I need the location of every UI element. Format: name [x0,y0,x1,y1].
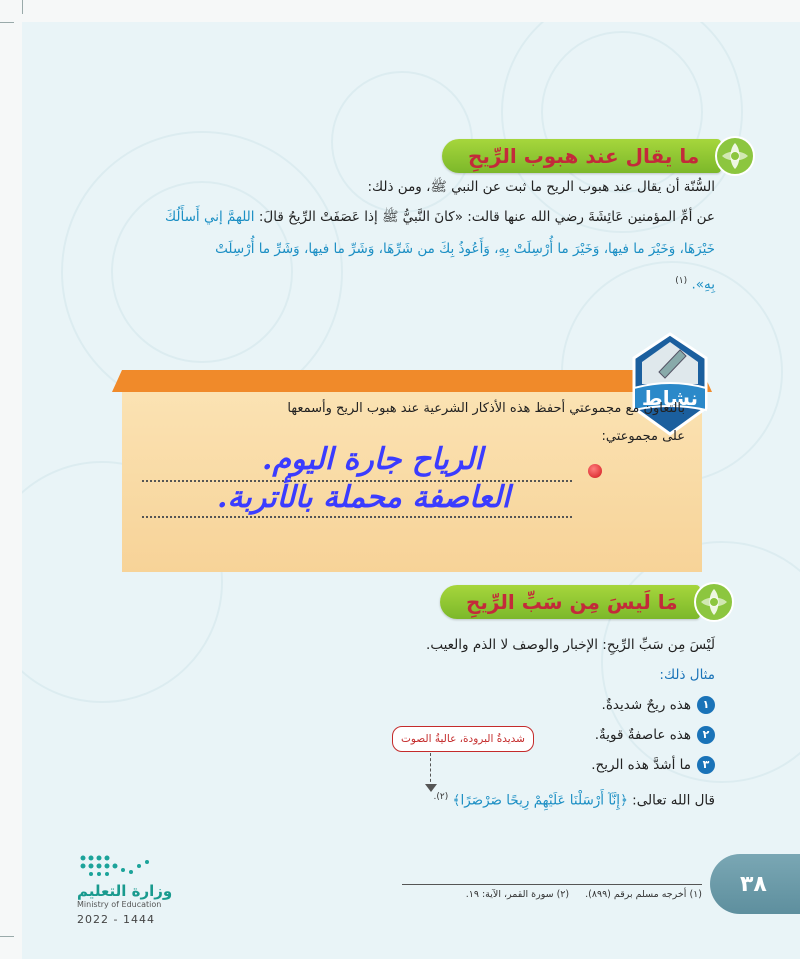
answer2-handwriting[interactable]: العاصفة محملة بالأتربة. [217,480,511,515]
section1-intro: السُّنّة أن يقال عند هبوب الريح ما ثبت عن النبي ﷺ، ومن ذلك: [367,179,715,195]
flower-ornament-icon [713,134,757,178]
ministry-name-en: Ministry of Education [77,900,162,909]
hadith-narration: عن أمِّ المؤمنين عَائِشَةَ رضي الله عنها قالت: «كانَ النَّبيُّ ﷺ إذا عَصَفَتْ الرِّيحُ قالَ: [254,209,715,225]
section1-header [442,136,757,176]
number-badge-icon: ٣ [697,756,715,774]
example-item-3 [415,750,715,780]
footnotes [402,884,702,900]
answer1-handwriting[interactable]: الرياح جارة اليوم. [262,442,483,477]
bullet-icon [588,464,602,478]
activity-box-top-border [112,368,712,392]
verse-line [215,782,715,816]
footnote-marker-2: (٢). [433,792,449,802]
dua-end: بِهِ». [691,276,715,293]
example-text: هذه ريحٌ شديدةٌ. [601,697,691,713]
dua-start: اللهمَّ إني أَسأَلُكَ [165,209,255,225]
example-item-1 [415,690,715,720]
footnote-1: (١) أخرجه مسلم برقم (٨٩٩). [585,889,702,900]
quran-verse: ﴿إِنَّآ أَرْسَلْنَا عَلَيْهِمْ رِيحًا صَرْصَرًا﴾ [452,792,628,809]
page-number: ٣٨ [710,854,800,914]
hadith-line1 [35,202,715,232]
activity-instruction-line2: على مجموعتي: [601,429,685,444]
section2-header [440,582,736,622]
section1-title: ما يقال عند هبوب الرِّيحِ [442,139,721,173]
edition-year: 2022 - 1444 [77,913,155,926]
dua-line3 [515,266,715,300]
answer2-line [142,516,572,518]
definition-text: لَيْسَ مِن سَبِّ الرِّيحِ: الإخبار والوصف لا الذم والعيب. [426,637,715,653]
ministry-name-ar: وزارة التعليم [77,882,173,900]
dua-line2: خَيْرَهَا، وَخَيْرَ ما فيها، وَخَيْرَ ما أُرْسِلَتْ بِهِ، وَأَعُوذُ بِكَ من شَرِّهَا، وَشَرِّ ما فيها، وَشَرِّ ما أُرْسِلَتْ [215,241,715,257]
example-text: هذه عاصفةٌ قويةٌ. [594,727,691,743]
example-text: ما أشدَّ هذه الريح. [591,757,691,773]
ministry-logo [77,852,197,926]
footnote-marker-1: (١) [675,276,688,286]
example-label: مثال ذلك: [659,667,715,683]
callout-note: شديدةُ البرودة، عاليةُ الصوت [392,726,534,752]
book-page [22,22,800,959]
flower-ornament-icon [692,580,736,624]
section2-title: مَا لَيسَ مِن سَبِّ الرِّيحِ [440,585,700,619]
activity-badge-label: نشاط [641,386,699,410]
number-badge-icon: ١ [697,696,715,714]
activity-instruction-line1: بالتعاون مع مجموعتي أحفظ هذه الأذكار الشرعية عند هبوب الريح وأسمعها [287,401,685,416]
ministry-dots-icon [77,852,157,878]
number-badge-icon: ٢ [697,726,715,744]
footnote-2: (٢) سورة القمر، الآية: ١٩. [465,889,570,900]
verse-intro: قال الله تعالى: [627,792,715,809]
